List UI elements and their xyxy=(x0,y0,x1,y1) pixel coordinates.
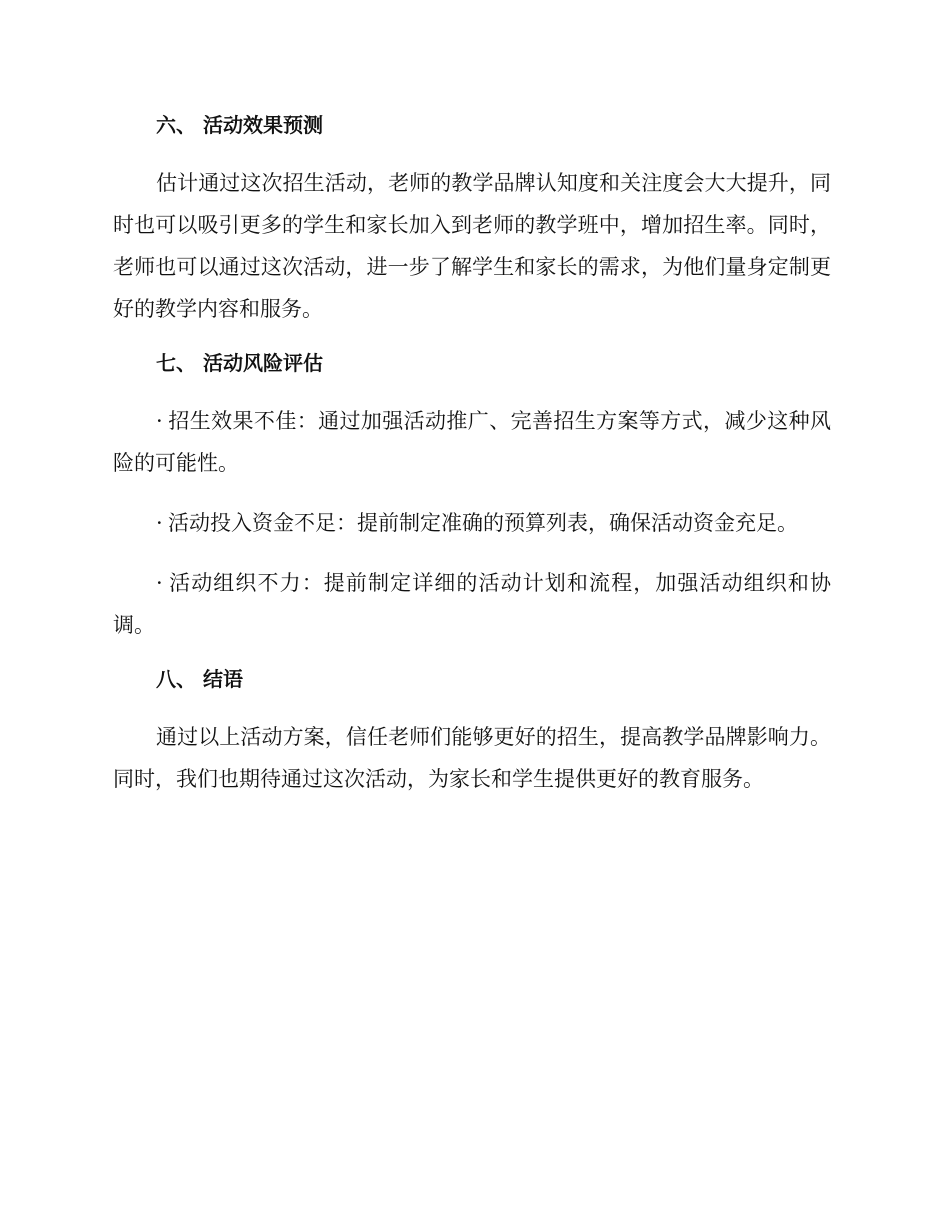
paragraph-effect-forecast: 估计通过这次招生活动，老师的教学品牌认知度和关注度会大大提升，同时也可以吸引更多的学生和家长加入到老师的教学班中，增加招生率。同时，老师也可以通过这次活动，进一步了解学生和家长的需求，为他们量身定制更好的教学内容和服务。 xyxy=(113,171,831,321)
bullet-item-enrollment-risk xyxy=(113,400,831,484)
bullet-text: 活动组织不力：提前制定详细的活动计划和流程，加强活动组织和协调。 xyxy=(113,571,831,637)
bullet-dot-icon: · xyxy=(156,511,163,535)
section-heading-conclusion: 八、 结语 xyxy=(156,667,243,691)
bullet-text: 招生效果不佳：通过加强活动推广、完善招生方案等方式，减少这种风险的可能性。 xyxy=(113,409,831,475)
bullet-dot-icon: · xyxy=(156,571,163,595)
bullet-dot-icon: · xyxy=(156,409,163,433)
bullet-text: 活动投入资金不足：提前制定准确的预算列表，确保活动资金充足。 xyxy=(168,511,798,535)
bullet-item-funding-risk xyxy=(113,502,831,544)
paragraph-conclusion: 通过以上活动方案，信任老师们能够更好的招生，提高教学品牌影响力。同时，我们也期待通过这次活动，为家长和学生提供更好的教育服务。 xyxy=(113,725,831,791)
document-body xyxy=(113,110,831,800)
section-heading-effect-forecast: 六、 活动效果预测 xyxy=(156,113,323,137)
section-heading-risk-assessment: 七、 活动风险评估 xyxy=(156,351,323,375)
bullet-item-organization-risk xyxy=(113,562,831,646)
